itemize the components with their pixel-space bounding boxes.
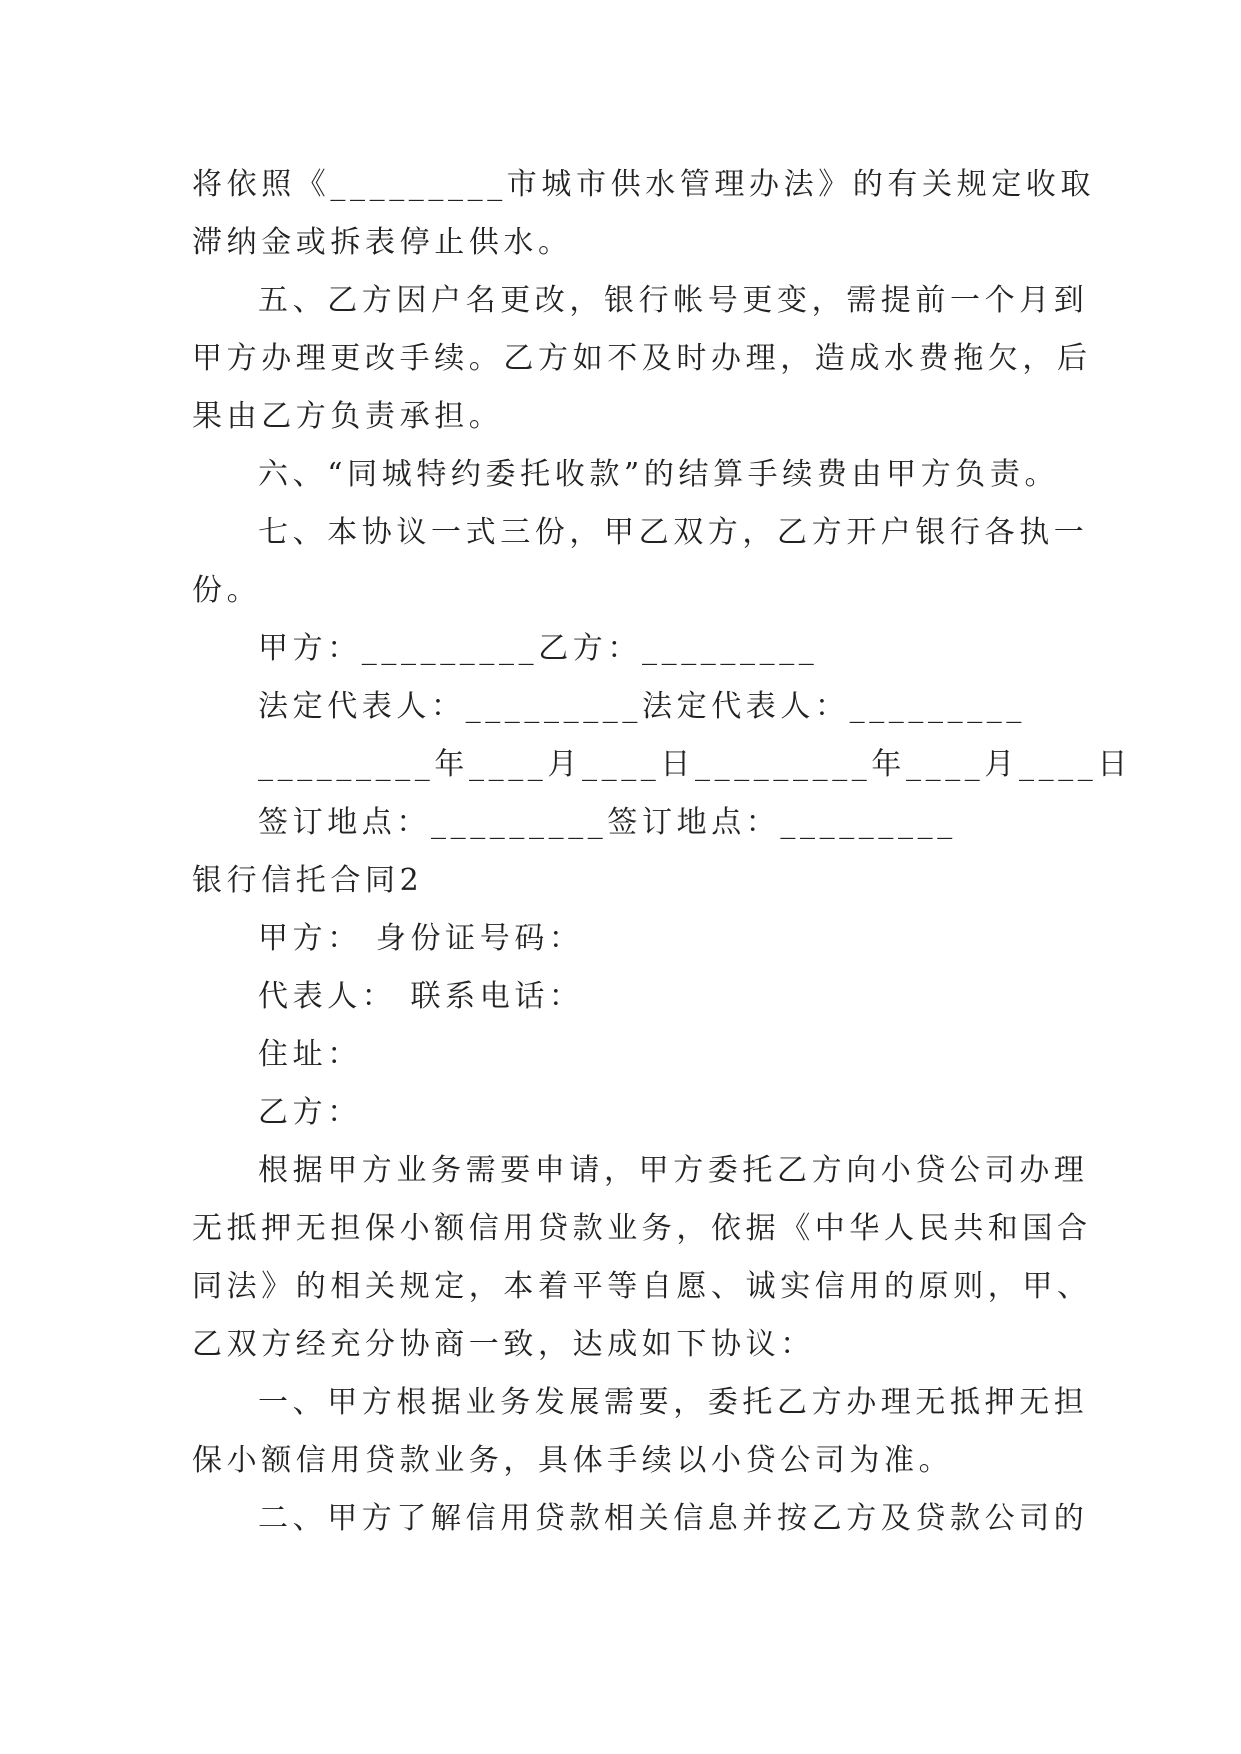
document-body — [192, 156, 1132, 1548]
text-line: 代表人： 联系电话： — [258, 979, 584, 1014]
text-line: 乙方： — [258, 1095, 362, 1130]
text-line: 无抵押无担保小额信用贷款业务，依据《中华人民共和国合 — [192, 1211, 1092, 1246]
text-line: 住址： — [258, 1037, 362, 1072]
text-line: 六、“同城特约委托收款”的结算手续费由甲方负责。 — [258, 457, 1060, 492]
text-line: _________年____月____日_________年____月____日 — [258, 747, 1132, 782]
text-line: 乙双方经充分协商一致，达成如下协议： — [192, 1327, 815, 1362]
text-line: 七、本协议一式三份，甲乙双方，乙方开户银行各执一 — [258, 515, 1089, 550]
text-line: 滞纳金或拆表停止供水。 — [192, 225, 573, 260]
text-line: 果由乙方负责承担。 — [192, 399, 504, 434]
text-line: 甲方办理更改手续。乙方如不及时办理，造成水费拖欠，后 — [192, 341, 1092, 376]
text-line: 保小额信用贷款业务，具体手续以小贷公司为准。 — [192, 1443, 954, 1478]
text-line: 将依照《_________市城市供水管理办法》的有关规定收取 — [192, 167, 1095, 202]
text-line: 根据甲方业务需要申请，甲方委托乙方向小贷公司办理 — [258, 1153, 1089, 1188]
text-line: 同法》的相关规定，本着平等自愿、诚实信用的原则，甲、 — [192, 1269, 1092, 1304]
text-line: 一、甲方根据业务发展需要，委托乙方办理无抵押无担 — [258, 1385, 1089, 1420]
text-line: 甲方： 身份证号码： — [258, 921, 584, 956]
text-line: 银行信托合同2 — [192, 863, 424, 898]
text-line: 甲方：_________乙方：_________ — [258, 631, 819, 666]
text-line: 份。 — [192, 573, 262, 608]
text-line: 二、甲方了解信用贷款相关信息并按乙方及贷款公司的 — [258, 1501, 1089, 1536]
text-line: 五、乙方因户名更改，银行帐号更变，需提前一个月到 — [258, 283, 1089, 318]
text-line: 法定代表人：_________法定代表人：_________ — [258, 689, 1026, 724]
text-line: 签订地点：_________签订地点：_________ — [258, 805, 957, 840]
